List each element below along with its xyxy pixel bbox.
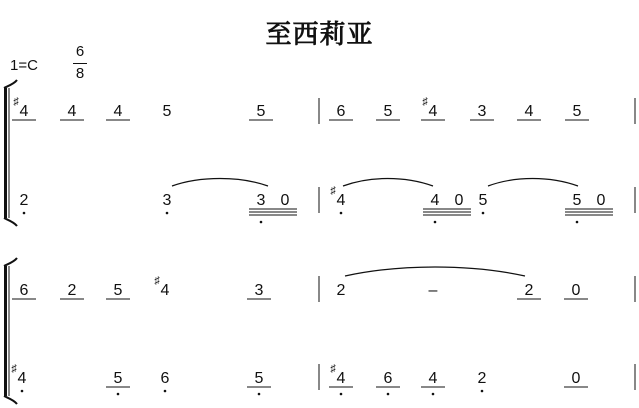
octave-dot-below	[23, 212, 26, 215]
note-digit: 5	[254, 370, 264, 387]
note	[249, 192, 273, 223]
note-digit: 4	[336, 192, 346, 209]
note-digit: 2	[524, 282, 534, 299]
tie-slur	[343, 179, 433, 187]
tie-slur	[488, 179, 578, 187]
octave-dot-below	[434, 221, 437, 224]
note-digit: 5	[113, 370, 123, 387]
note	[106, 103, 130, 120]
note	[479, 192, 488, 214]
note-digit: 4	[336, 370, 346, 387]
note	[249, 103, 273, 120]
note-digit: 6	[383, 370, 393, 387]
note	[273, 192, 297, 215]
note	[247, 370, 271, 395]
time-signature-denominator: 8	[75, 65, 85, 82]
note	[517, 282, 541, 299]
system-bracket	[4, 258, 17, 404]
note-digit: 4	[430, 192, 440, 209]
note	[337, 282, 346, 299]
octave-dot-below	[164, 390, 167, 393]
note-digit: 4	[428, 103, 438, 120]
note	[423, 192, 447, 223]
note	[447, 192, 471, 215]
note-digit: 2	[336, 282, 346, 299]
score-title: 至西莉亚	[265, 20, 374, 50]
octave-dot-below	[117, 393, 120, 396]
note	[421, 96, 445, 120]
note-digit: 5	[478, 192, 488, 209]
note-digit: 4	[113, 103, 123, 120]
note-digit: 4	[19, 103, 29, 120]
octave-dot-below	[340, 212, 343, 215]
octave-dot-below	[387, 393, 390, 396]
note-digit: 0	[596, 192, 606, 209]
note-digit: 2	[19, 192, 29, 209]
note-digit: 5	[256, 103, 266, 120]
note-digit: 5	[572, 103, 582, 120]
note-digit: 4	[67, 103, 77, 120]
note-digit: 3	[256, 192, 266, 209]
sharp-sign: ♯	[154, 275, 160, 287]
note	[376, 103, 400, 120]
sharp-sign: ♯	[330, 185, 336, 197]
note	[12, 282, 36, 299]
note	[421, 370, 445, 395]
note-digit: 6	[19, 282, 29, 299]
sharp-sign: ♯	[330, 363, 336, 375]
note	[330, 185, 345, 214]
note-digit: 5	[572, 192, 582, 209]
octave-dot-below	[432, 393, 435, 396]
note	[376, 370, 400, 395]
note	[106, 282, 130, 299]
octave-dot-below	[258, 393, 261, 396]
note-digit: 2	[477, 370, 487, 387]
note	[565, 103, 589, 120]
note	[154, 275, 169, 299]
note	[478, 370, 487, 392]
note-digit: 4	[160, 282, 170, 299]
note	[106, 370, 130, 395]
note-digit: 3	[162, 192, 172, 209]
note-digit: –	[428, 282, 438, 299]
note-digit: 4	[17, 370, 27, 387]
octave-dot-below	[576, 221, 579, 224]
note-digit: 0	[571, 282, 581, 299]
note	[60, 282, 84, 299]
note	[11, 363, 26, 392]
note-digit: 6	[336, 103, 346, 120]
note-digit: 0	[280, 192, 290, 209]
tie-slur	[172, 179, 268, 187]
note	[20, 192, 29, 214]
note	[429, 282, 438, 299]
note-digit: 4	[524, 103, 534, 120]
octave-dot-below	[482, 212, 485, 215]
note	[564, 370, 588, 387]
note	[329, 103, 353, 120]
time-signature-numerator: 6	[75, 43, 85, 60]
sharp-sign: ♯	[11, 363, 17, 375]
note-digit: 5	[383, 103, 393, 120]
note	[60, 103, 84, 120]
note-digit: 0	[454, 192, 464, 209]
note	[163, 103, 172, 120]
note	[163, 192, 172, 214]
note-digit: 5	[113, 282, 123, 299]
note-digit: 0	[571, 370, 581, 387]
sharp-sign: ♯	[13, 96, 19, 108]
note	[161, 370, 170, 392]
sharp-sign: ♯	[422, 96, 428, 108]
note-digit: 5	[162, 103, 172, 120]
note	[247, 282, 271, 299]
octave-dot-below	[166, 212, 169, 215]
note	[517, 103, 541, 120]
tie-slur	[345, 267, 525, 276]
note-digit: 6	[160, 370, 170, 387]
key-signature: 1=C	[10, 57, 38, 74]
note	[12, 96, 36, 120]
note-digit: 3	[254, 282, 264, 299]
octave-dot-below	[21, 390, 24, 393]
note	[564, 282, 588, 299]
note-digit: 4	[428, 370, 438, 387]
octave-dot-below	[260, 221, 263, 224]
note	[470, 103, 494, 120]
note-digit: 3	[477, 103, 487, 120]
note	[589, 192, 613, 215]
note	[329, 363, 353, 395]
octave-dot-below	[481, 390, 484, 393]
note-digit: 2	[67, 282, 77, 299]
octave-dot-below	[340, 393, 343, 396]
note	[565, 192, 589, 223]
